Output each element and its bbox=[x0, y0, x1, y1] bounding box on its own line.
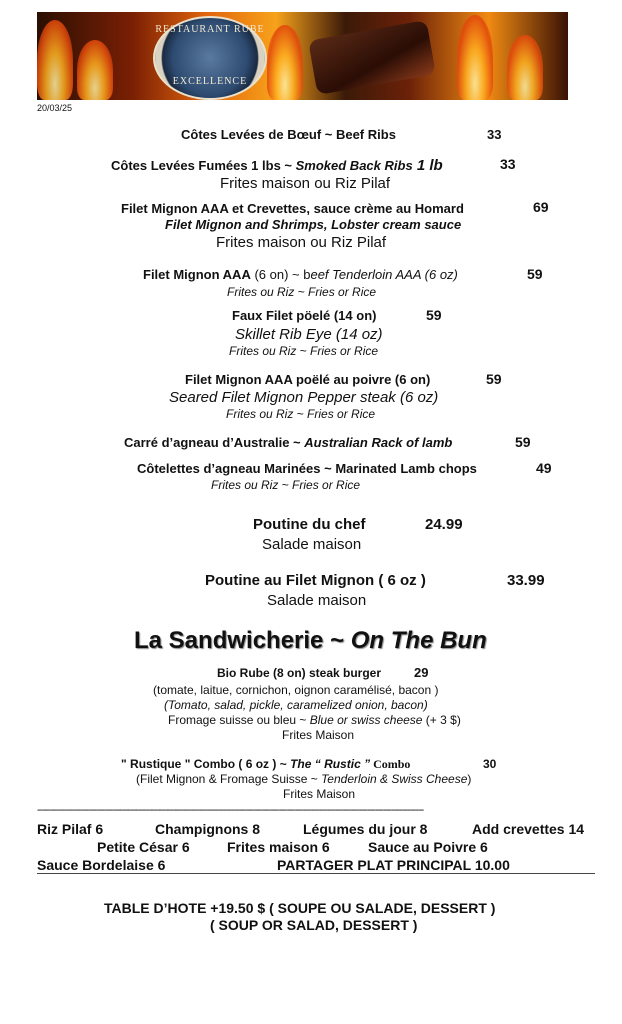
ribs-image bbox=[308, 20, 436, 95]
item-rack-lamb-price: 59 bbox=[515, 434, 531, 450]
item-poutine-chef-name: Poutine du chef bbox=[253, 516, 366, 533]
item-rib-eye-price: 59 bbox=[426, 307, 442, 323]
extra-sauce-poivre: Sauce au Poivre 6 bbox=[368, 839, 488, 855]
item-rustic-price: 30 bbox=[483, 757, 497, 771]
item-filet-aaa-name: Filet Mignon AAA (6 on) ~ beef Tenderloin AAA (6 oz) bbox=[143, 267, 458, 282]
item-filet-shrimp-name-en: Filet Mignon and Shrimps, Lobster cream sauce bbox=[165, 217, 462, 232]
item-rib-eye-side: Frites ou Riz ~ Fries or Rice bbox=[229, 344, 379, 358]
item-smoked-ribs-name: Côtes Levées Fumées 1 lbs ~ Smoked Back Ribs 1 lb bbox=[111, 157, 443, 174]
item-lamb-chops-side: Frites ou Riz ~ Fries or Rice bbox=[211, 478, 361, 492]
flame-icon bbox=[507, 35, 543, 100]
extra-champignons: Champignons 8 bbox=[155, 821, 261, 837]
item-rustic-desc: (Filet Mignon & Fromage Suisse ~ Tenderloin & Swiss Cheese) bbox=[136, 772, 472, 786]
flame-icon bbox=[267, 25, 303, 100]
flame-icon bbox=[37, 20, 73, 100]
item-filet-shrimp-side: Frites maison ou Riz Pilaf bbox=[216, 234, 387, 251]
item-filet-aaa-price: 59 bbox=[527, 266, 543, 282]
item-burger-cheese: Fromage suisse ou bleu ~ Blue or swiss cheese (+ 3 $) bbox=[168, 713, 461, 727]
menu-date: 20/03/25 bbox=[37, 103, 73, 113]
dashed-divider: ------------------------------------------------------------------------------------------------------------------------------------------------- bbox=[37, 804, 424, 816]
item-filet-pepper-name-en: Seared Filet Mignon Pepper steak (6 oz) bbox=[169, 389, 439, 406]
item-lamb-chops-price: 49 bbox=[536, 460, 552, 476]
item-burger-desc-fr: (tomate, laitue, cornichon, oignon caramélisé, bacon ) bbox=[153, 683, 439, 697]
item-beef-ribs-price: 33 bbox=[487, 127, 502, 142]
item-poutine-chef-side: Salade maison bbox=[262, 536, 362, 553]
item-lamb-chops-name: Côtelettes d’agneau Marinées ~ Marinated Lamb chops bbox=[137, 461, 477, 476]
extra-sauce-bordelaise: Sauce Bordelaise 6 bbox=[37, 857, 166, 873]
restaurant-logo bbox=[153, 16, 267, 100]
item-rib-eye-name-en: Skillet Rib Eye (14 oz) bbox=[235, 326, 383, 343]
item-poutine-filet-name: Poutine au Filet Mignon ( 6 oz ) bbox=[205, 572, 426, 589]
item-rustic-side: Frites Maison bbox=[283, 787, 356, 801]
table-hote-line2: ( SOUP OR SALAD, DESSERT ) bbox=[210, 917, 418, 933]
item-beef-ribs-name: Côtes Levées de Bœuf ~ Beef Ribs bbox=[181, 127, 396, 142]
item-poutine-filet-price: 33.99 bbox=[507, 572, 545, 589]
item-poutine-filet-side: Salade maison bbox=[267, 592, 367, 609]
extra-partager-plat: PARTAGER PLAT PRINCIPAL 10.00 bbox=[277, 857, 510, 873]
sandwich-section-title: La Sandwicherie ~ On The Bun bbox=[134, 627, 487, 654]
item-poutine-chef-price: 24.99 bbox=[425, 516, 463, 533]
header-banner bbox=[37, 12, 568, 100]
item-filet-pepper-price: 59 bbox=[486, 371, 502, 387]
flame-icon bbox=[457, 15, 493, 100]
logo-text-bottom: EXCELLENCE bbox=[172, 76, 248, 87]
item-filet-shrimp-name: Filet Mignon AAA et Crevettes, sauce crème au Homard bbox=[121, 201, 464, 216]
table-hote-line1: TABLE D’HOTE +19.50 $ ( SOUPE OU SALADE, DESSERT ) bbox=[104, 900, 496, 916]
item-rib-eye-name: Faux Filet pöelé (14 on) bbox=[232, 308, 377, 323]
extra-riz-pilaf: Riz Pilaf 6 bbox=[37, 821, 104, 837]
item-filet-pepper-side: Frites ou Riz ~ Fries or Rice bbox=[226, 407, 376, 421]
flame-icon bbox=[77, 40, 113, 100]
item-filet-pepper-name: Filet Mignon AAA poëlé au poivre (6 on) bbox=[185, 372, 431, 387]
extra-frites-maison: Frites maison 6 bbox=[227, 839, 330, 855]
item-rack-lamb-name: Carré d’agneau d’Australie ~ Australian Rack of lamb bbox=[124, 435, 453, 450]
extra-petite-cesar: Petite César 6 bbox=[97, 839, 190, 855]
extra-crevettes: Add crevettes 14 bbox=[472, 821, 585, 837]
item-smoked-ribs-side: Frites maison ou Riz Pilaf bbox=[220, 175, 391, 192]
horizontal-rule bbox=[37, 873, 595, 874]
extra-legumes: Légumes du jour 8 bbox=[303, 821, 428, 837]
item-burger-desc-en: (Tomato, salad, pickle, caramelized onion, bacon) bbox=[164, 698, 428, 712]
item-burger-side: Frites Maison bbox=[282, 728, 355, 742]
logo-text-top: RESTAURANT RUBE bbox=[155, 24, 265, 35]
item-smoked-ribs-price: 33 bbox=[500, 156, 516, 172]
item-filet-shrimp-price: 69 bbox=[533, 199, 549, 215]
item-burger-name: Bio Rube (8 on) steak burger bbox=[217, 666, 382, 680]
item-filet-aaa-side: Frites ou Riz ~ Fries or Rice bbox=[227, 285, 377, 299]
item-burger-price: 29 bbox=[414, 665, 429, 680]
item-rustic-name: " Rustique " Combo ( 6 oz ) ~ The “ Rustic ” Combo bbox=[121, 757, 411, 771]
